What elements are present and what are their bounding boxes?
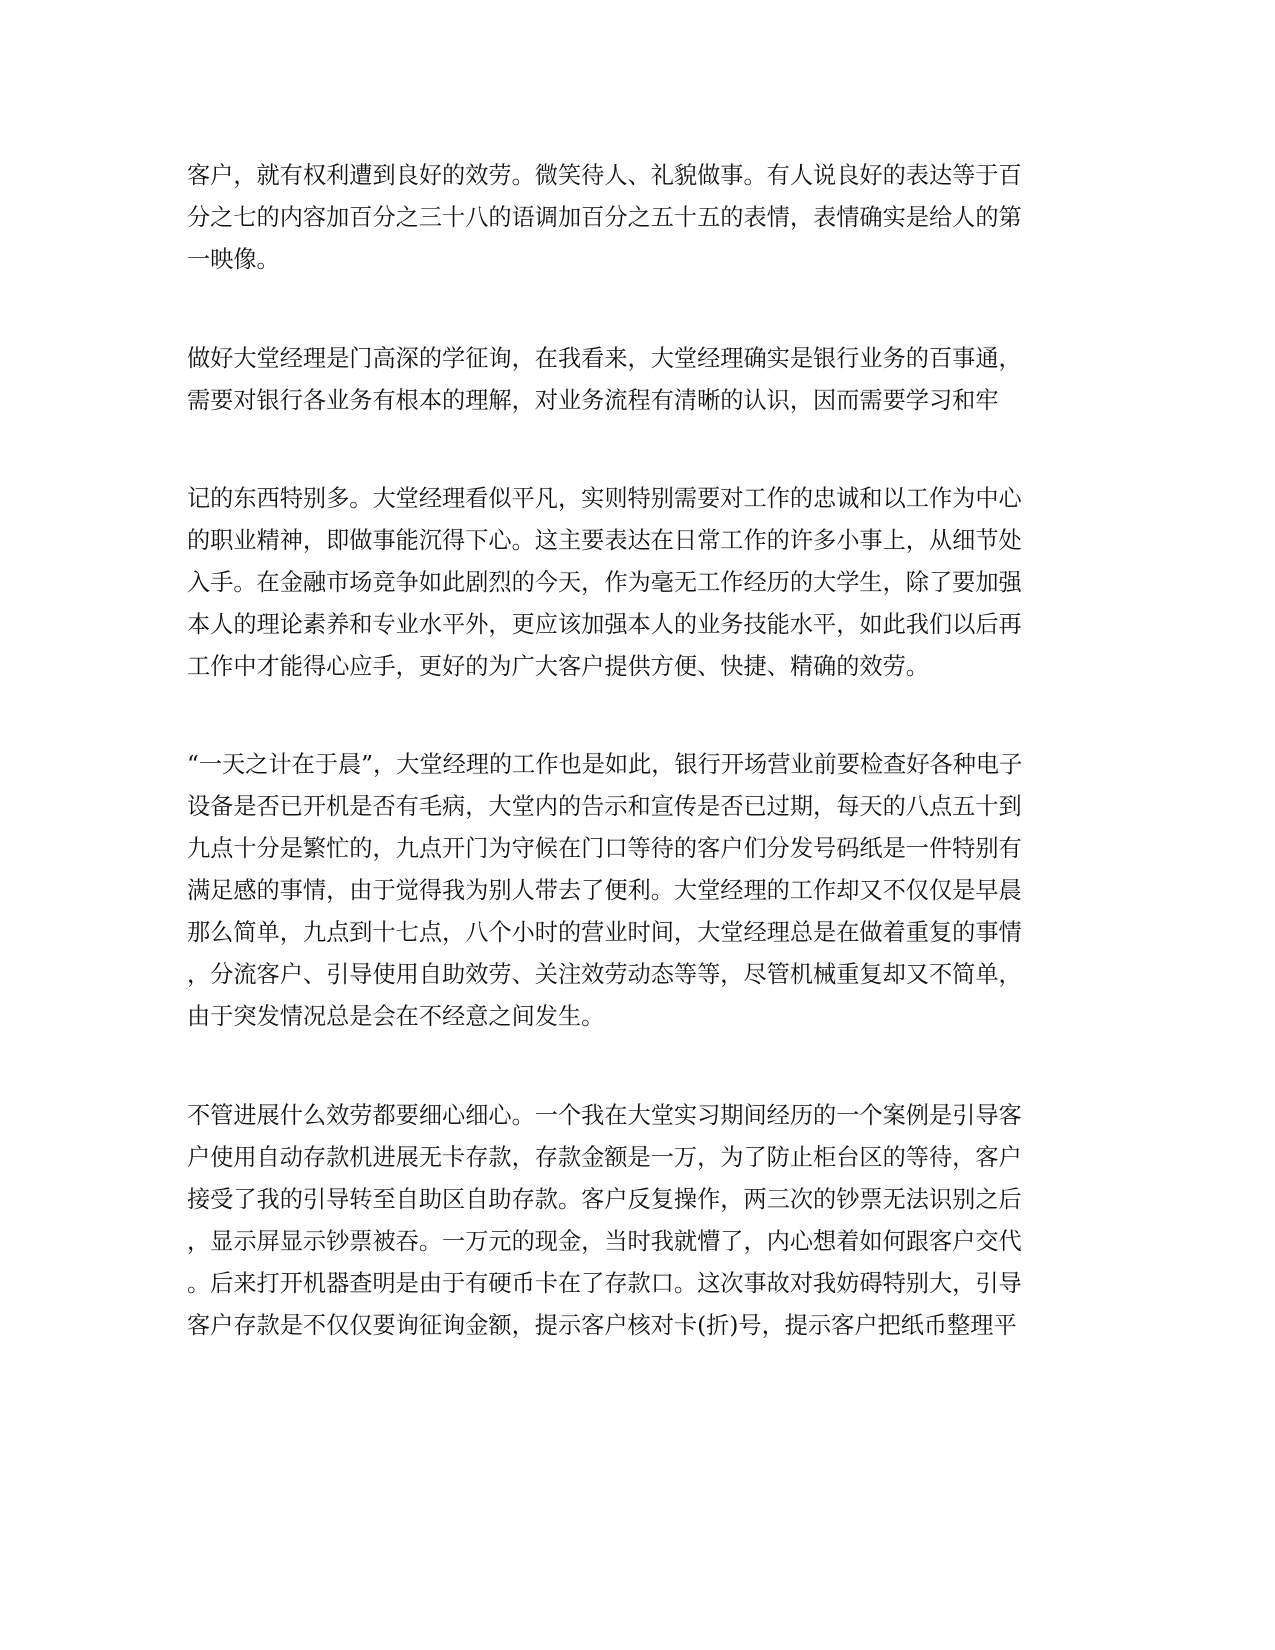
text-line: 本人的理论素养和专业水平外，更应该加强本人的业务技能水平，如此我们以后再 (187, 611, 1022, 638)
text-line: 九点十分是繁忙的，九点开门为守候在门口等待的客户们分发号码纸是一件特别有 (187, 835, 1022, 862)
text-line: 需要对银行各业务有根本的理解，对业务流程有清晰的认识，因而需要学习和牢 (187, 387, 999, 414)
text-line: “一天之计在于晨”，大堂经理的工作也是如此，银行开场营业前要检查好各种电子 (187, 751, 1023, 778)
text-line: 的职业精神，即做事能沉得下心。这主要表达在日常工作的许多小事上，从细节处 (187, 527, 1022, 554)
text-line: 客户，就有权利遭到良好的效劳。微笑待人、礼貌做事。有人说良好的表达等于百 (187, 162, 1022, 189)
text-line: 设备是否已开机是否有毛病，大堂内的告示和宣传是否已过期，每天的八点五十到 (187, 793, 1022, 820)
text-line: 不管进展什么效劳都要细心细心。一个我在大堂实习期间经历的一个案例是引导客 (187, 1102, 1022, 1129)
text-line: ，显示屏显示钞票被吞。一万元的现金，当时我就懵了，内心想着如何跟客户交代 (187, 1228, 1022, 1255)
text-line: 记的东西特别多。大堂经理看似平凡，实则特别需要对工作的忠诚和以工作为中心 (187, 485, 1022, 512)
text-line: 那么简单，九点到十七点，八个小时的营业时间，大堂经理总是在做着重复的事情 (187, 919, 1022, 946)
text-line: 客户存款是不仅仅要询征询金额，提示客户核对卡(折)号，提示客户把纸币整理平 (187, 1312, 1017, 1339)
text-line: 户使用自动存款机进展无卡存款，存款金额是一万，为了防止柜台区的等待，客户 (187, 1144, 1022, 1171)
text-line: 由于突发情况总是会在不经意之间发生。 (187, 1003, 605, 1030)
text-line: 一映像。 (187, 246, 280, 273)
text-line: 接受了我的引导转至自助区自助存款。客户反复操作，两三次的钞票无法识别之后 (187, 1186, 1022, 1213)
text-line: ，分流客户、引导使用自助效劳、关注效劳动态等等，尽管机械重复却又不简单， (187, 961, 1022, 988)
text-line: 。后来打开机器查明是由于有硬币卡在了存款口。这次事故对我妨碍特别大，引导 (187, 1270, 1022, 1297)
text-line: 分之七的内容加百分之三十八的语调加百分之五十五的表情，表情确实是给人的第 (187, 204, 1022, 231)
text-line: 做好大堂经理是门高深的学征询，在我看来，大堂经理确实是银行业务的百事通， (187, 345, 1022, 372)
text-line: 工作中才能得心应手，更好的为广大客户提供方便、快捷、精确的效劳。 (187, 653, 929, 680)
text-line: 入手。在金融市场竞争如此剧烈的今天，作为毫无工作经历的大学生，除了要加强 (187, 569, 1022, 596)
text-line: 满足感的事情，由于觉得我为别人带去了便利。大堂经理的工作却又不仅仅是早晨 (187, 877, 1022, 904)
